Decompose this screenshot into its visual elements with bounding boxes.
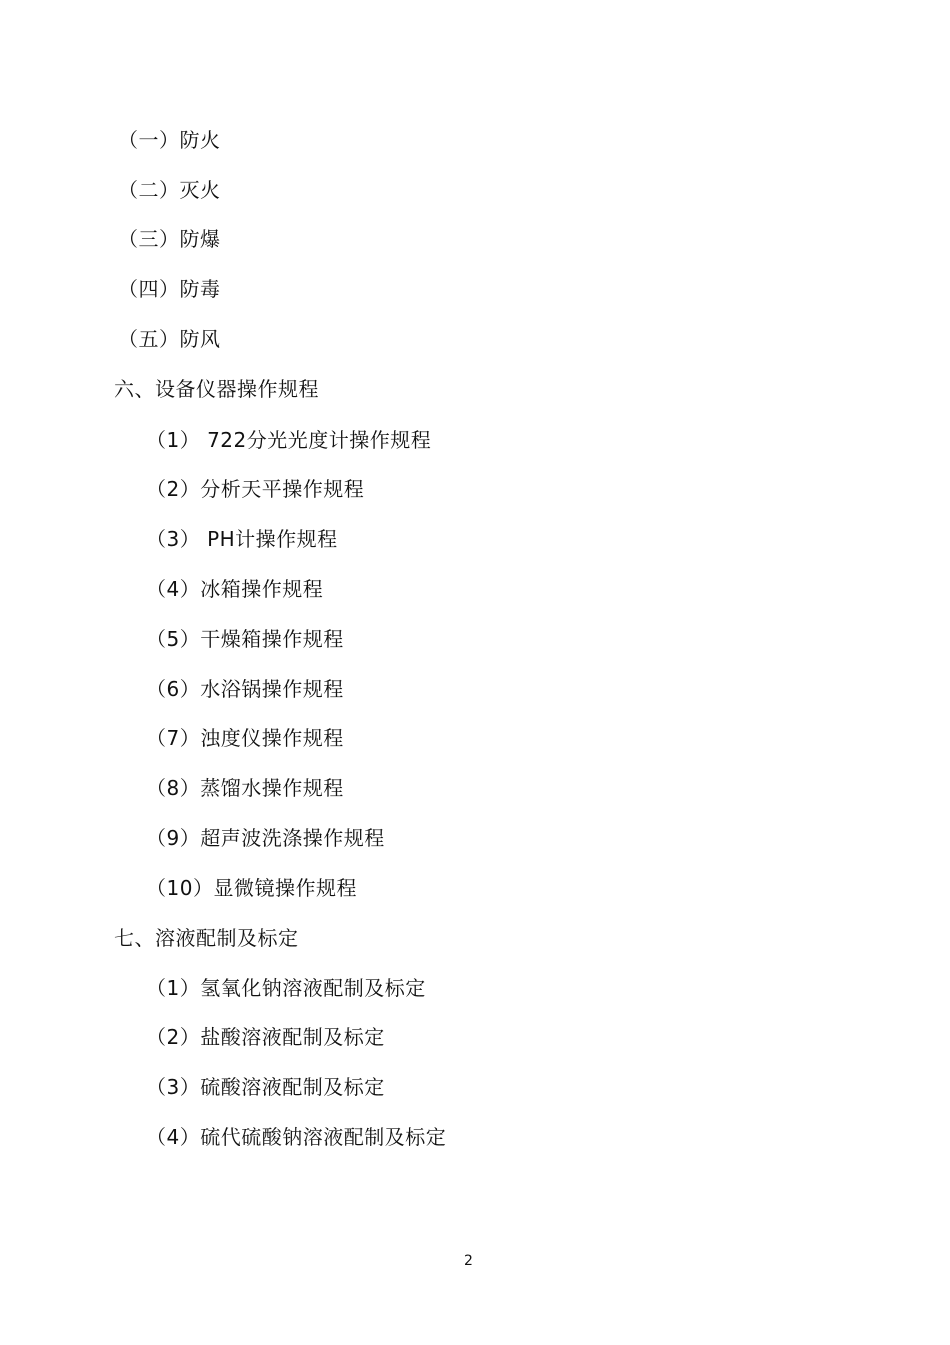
toc-section-7-title: 七、溶液配制及标定: [114, 926, 299, 950]
toc-item-sodium-thiosulfate-solution: （4）硫代硫酸钠溶液配制及标定: [146, 1125, 447, 1149]
toc-item-poison-prevention: （四）防毒: [118, 277, 221, 301]
toc-item-turbidimeter: （7）浊度仪操作规程: [146, 726, 344, 750]
toc-item-ph-meter: （3） PH计操作规程: [146, 527, 338, 551]
toc-item-explosion-prevention: （三）防爆: [118, 227, 221, 251]
toc-item-spectrophotometer: （1） 722分光光度计操作规程: [146, 428, 432, 452]
toc-item-refrigerator: （4）冰箱操作规程: [146, 577, 324, 601]
toc-item-water-bath: （6）水浴锅操作规程: [146, 677, 344, 701]
page-number: 2: [464, 1253, 473, 1269]
toc-item-sulfuric-acid-solution: （3）硫酸溶液配制及标定: [146, 1075, 385, 1099]
toc-item-analytical-balance: （2）分析天平操作规程: [146, 477, 365, 501]
toc-item-fire-extinguishing: （二）灭火: [118, 178, 221, 202]
toc-item-microscope: （10）显微镜操作规程: [146, 876, 357, 900]
toc-item-naoh-solution: （1）氢氧化钠溶液配制及标定: [146, 976, 426, 1000]
toc-item-fire-prevention: （一）防火: [118, 128, 221, 152]
toc-item-ultrasonic-cleaning: （9）超声波洗涤操作规程: [146, 826, 385, 850]
toc-section-6-title: 六、设备仪器操作规程: [114, 377, 319, 401]
toc-item-drying-oven: （5）干燥箱操作规程: [146, 627, 344, 651]
toc-item-hcl-solution: （2）盐酸溶液配制及标定: [146, 1025, 385, 1049]
toc-item-wind-prevention: （五）防风: [118, 327, 221, 351]
toc-item-distilled-water: （8）蒸馏水操作规程: [146, 776, 344, 800]
